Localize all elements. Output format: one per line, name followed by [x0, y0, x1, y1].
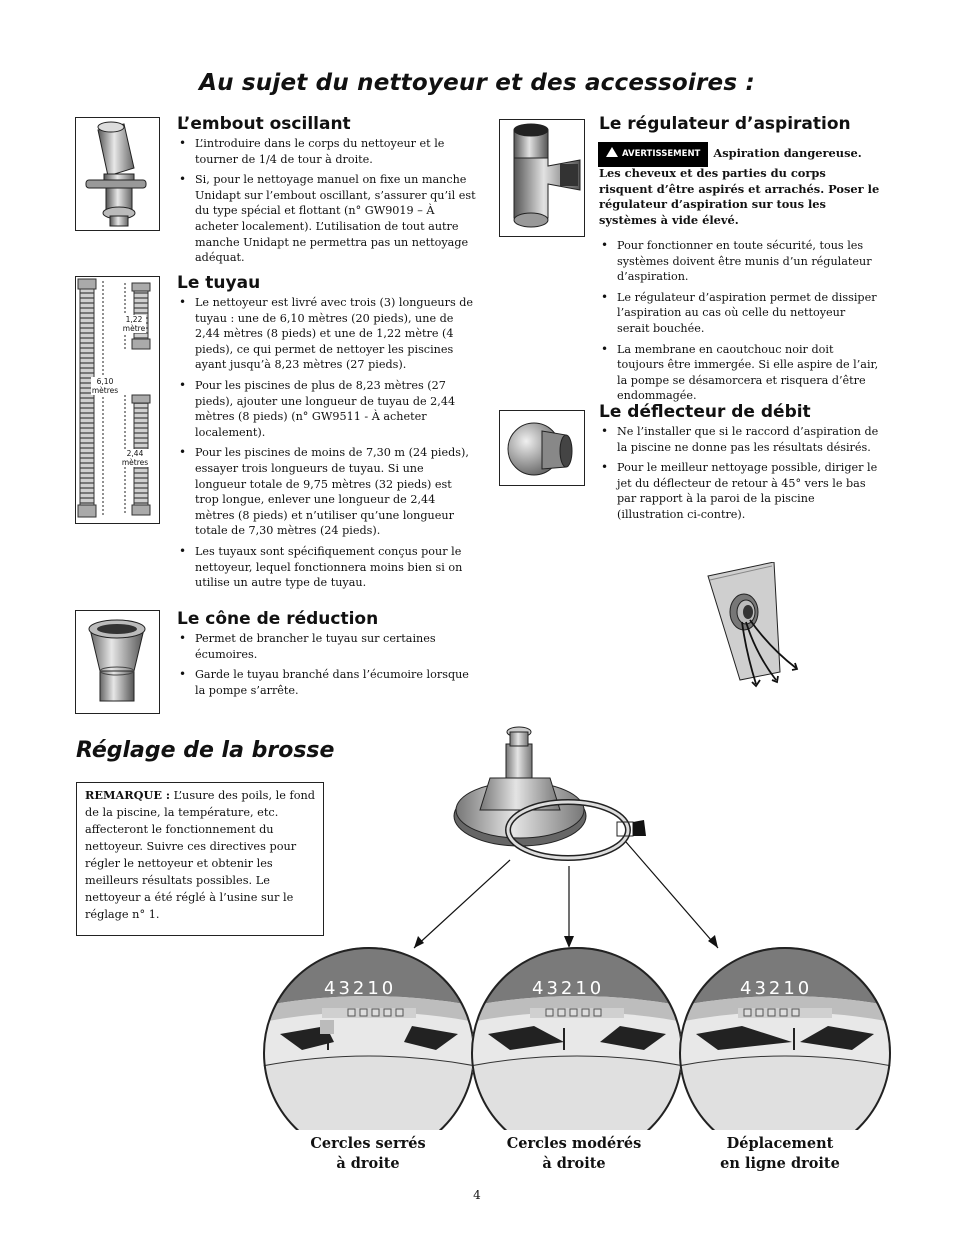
list-item: • Si, pour le nettoyage manuel on fixe un manche Unidapt sur l’embout oscillant, s’assurer qu’il est du type spécial et flottant (n° GW9019 – À acheter localement). L’utilisation de tout autre manche Unidapt ne permettra pas un nettoyage adéquat. — [177, 172, 477, 266]
flow-deflector-heading: Le déflecteur de débit — [599, 402, 811, 422]
list-item: • Permet de brancher le tuyau sur certaines écumoires. — [177, 631, 477, 662]
flow-deflector-image — [499, 410, 585, 486]
caption-line: à droite — [336, 1155, 400, 1172]
dial-numbers: 43210 — [532, 978, 605, 999]
warning-text: Aspiration dangereuse. Les cheveux et des parties du corps risquent d’être aspirés et arrachés. Poser le régulateur d’aspiration sur tous les systèmes à vide élevé. — [599, 146, 880, 227]
note-box — [76, 782, 324, 936]
list-item: • Le nettoyeur est livré avec trois (3) longueurs de tuyau : une de 6,10 mètres (20 pieds), une de 2,44 mètres (8 pieds) et une de 1,22 mètre (4 pieds), ce qui permet de nettoyer les piscines ayant jusqu’à 8,23 mètres (27 pieds). — [177, 295, 477, 373]
caption-tight-circles — [288, 1134, 448, 1174]
hose-heading: Le tuyau — [177, 273, 261, 293]
swivel-fitting-image — [75, 117, 160, 231]
brush-setting-dial-straight — [678, 946, 892, 1130]
caption-line: Cercles modérés — [506, 1135, 642, 1152]
hose-image — [75, 276, 160, 524]
suction-regulator-image — [499, 119, 585, 237]
list-item: • L’introduire dans le corps du nettoyeur et le tourner de 1/4 de tour à droite. — [177, 136, 477, 167]
hose-label-short: 1,22 mètre — [122, 315, 146, 333]
list-item: • Garde le tuyau branché dans l’écumoire lorsque la pompe s’arrête. — [177, 667, 477, 698]
hose-label-medium: 2,44 mètres — [121, 449, 149, 467]
swivel-fitting-heading: L’embout oscillant — [177, 114, 351, 134]
caption-line: en ligne droite — [720, 1155, 840, 1172]
dial-numbers: 43210 — [740, 978, 813, 999]
warning-icon — [606, 147, 618, 157]
brush-adjustment-title: Réglage de la brosse — [76, 738, 335, 763]
list-item: • Les tuyaux sont spécifiquement conçus pour le nettoyeur, lequel fonctionnera moins bien si on utilise un autre type de tuyau. — [177, 544, 477, 591]
reducer-cone-image — [75, 610, 160, 714]
list-item: • Pour fonctionner en toute sécurité, tous les systèmes doivent être munis d’un régulateur d’aspiration. — [599, 238, 881, 285]
caption-line: Cercles serrés — [310, 1135, 426, 1152]
warning-badge — [599, 143, 707, 166]
list-item: • Pour le meilleur nettoyage possible, diriger le jet du déflecteur de retour à 45° vers le bas par rapport à la paroi de la piscine (illustration ci-contre). — [599, 460, 881, 522]
reducer-cone-heading: Le cône de réduction — [177, 609, 379, 629]
dial-numbers: 43210 — [324, 978, 397, 999]
suction-regulator-heading: Le régulateur d’aspiration — [599, 114, 851, 134]
pointer-arrows — [400, 830, 740, 960]
warning-label: AVERTISSEMENT — [622, 149, 701, 159]
caption-line: à droite — [542, 1155, 606, 1172]
list-item: • La membrane en caoutchouc noir doit toujours être immergée. Si elle aspire de l’air, la pompe se désamorcera et risquera d’être endommagée. — [599, 342, 881, 404]
caption-line: Déplacement — [726, 1135, 834, 1152]
note-text: L’usure des poils, le fond de la piscine, la température, etc. affecteront le fonctionnement du nettoyeur. Suivre ces directives pour régler le nettoyeur et obtenir les meilleurs résultats possibles. Le nettoyeur a été réglé à l’usine sur le réglage n° 1. — [85, 789, 316, 921]
caption-straight-line — [700, 1134, 860, 1174]
deflector-wall-illustration — [700, 562, 810, 692]
brush-setting-dial-moderate — [470, 946, 684, 1130]
page-title: Au sujet du nettoyeur et des accessoires : — [199, 70, 755, 96]
note-label: REMARQUE : — [85, 788, 171, 802]
list-item: • Pour les piscines de moins de 7,30 m (24 pieds), essayer trois longueurs de tuyau. Si une longueur totale de 9,75 mètres (32 pieds) est trop longue, enlever une longueur de 2,44 mètres (8 pieds) et n’utiliser qu’une longueur totale de 7,30 mètres (24 pieds). — [177, 445, 477, 539]
list-item: • Ne l’installer que si le raccord d’aspiration de la piscine ne donne pas les résultats désirés. — [599, 424, 881, 455]
list-item: • Le régulateur d’aspiration permet de dissiper l’aspiration au cas où celle du nettoyeur serait bouchée. — [599, 290, 881, 337]
hose-label-long: 6,10 mètres — [91, 377, 119, 395]
list-item: • Pour les piscines de plus de 8,23 mètres (27 pieds), ajouter une longueur de tuyau de 2,44 mètres (8 pieds) (n° GW9511 - À acheter localement). — [177, 378, 477, 440]
caption-moderate-circles — [494, 1134, 654, 1174]
page-number: 4 — [473, 1188, 481, 1202]
brush-setting-dial-tight — [262, 946, 476, 1130]
